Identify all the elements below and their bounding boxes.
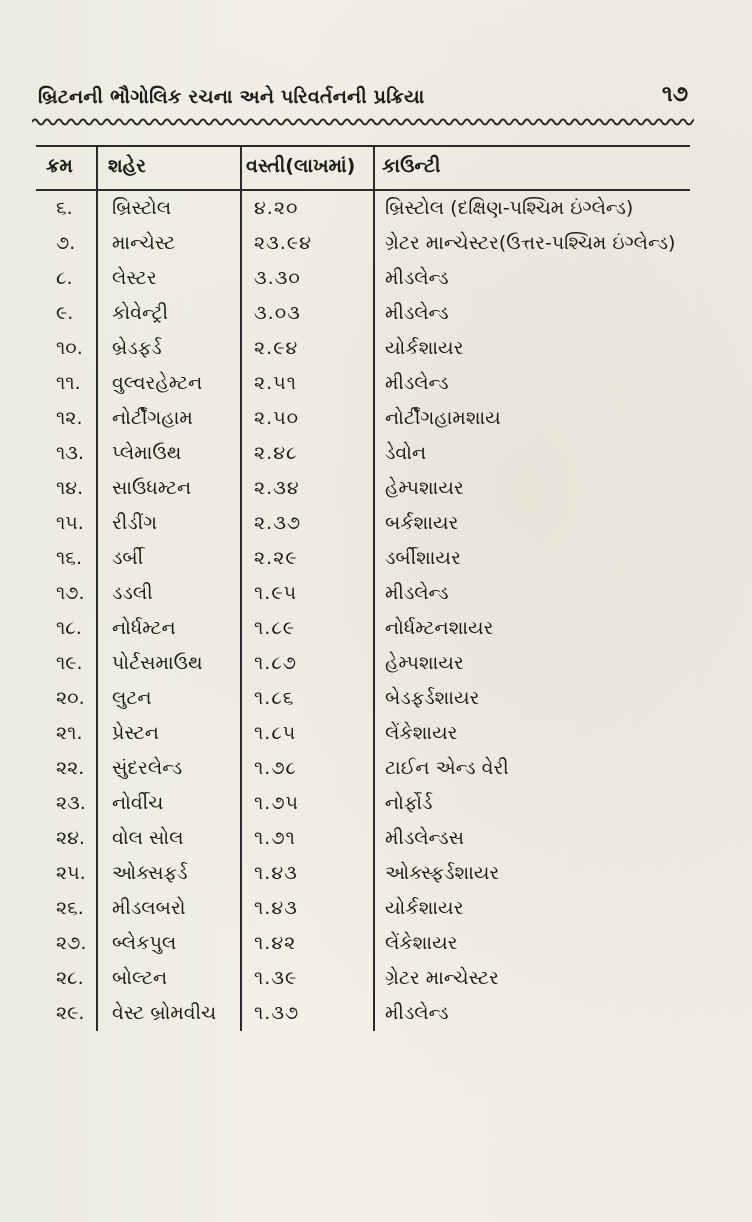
row-serial: ૯. — [56, 302, 74, 324]
table-row — [36, 576, 690, 611]
row-county: બેડફર્ડશાયર — [385, 687, 480, 709]
row-serial: ૨૬. — [56, 897, 84, 919]
table-row — [36, 506, 690, 541]
table-row — [36, 436, 690, 471]
row-population: ૧.૭૫ — [254, 792, 300, 814]
row-serial: ૮. — [56, 267, 73, 289]
row-serial: ૧૭. — [56, 582, 85, 604]
row-serial: ૨૪. — [56, 827, 85, 849]
row-population: ૩.૦૩ — [254, 302, 301, 324]
row-county: ગ્રેટર માન્ચેસ્ટર — [385, 967, 499, 989]
row-population: ૨.૨૯ — [254, 547, 298, 569]
table-row — [36, 961, 690, 996]
row-county: લેંકેશાયર — [385, 722, 458, 744]
row-serial: ૨૮. — [56, 967, 84, 989]
table-row — [36, 751, 690, 786]
row-serial: ૨૧. — [56, 722, 83, 744]
row-county: ડેવોન — [385, 442, 427, 464]
row-serial: ૨૭. — [56, 932, 87, 954]
row-serial: ૧૫. — [56, 512, 84, 534]
row-city: લુટન — [112, 687, 152, 709]
table-header — [36, 145, 690, 191]
table-row — [36, 996, 690, 1031]
row-population: ૧.૯૫ — [254, 582, 298, 604]
row-city: મીડલબરો — [112, 897, 186, 919]
header-population: વસ્તી(લાખમાં) — [246, 155, 356, 177]
row-population: ૨.૫૧ — [254, 372, 297, 394]
row-city: પોર્ટસમાઉથ — [112, 652, 203, 674]
row-serial: ૨૦. — [56, 687, 85, 709]
row-city: માન્ચેસ્ટ — [112, 232, 176, 254]
row-city: કોવેન્ટ્રી — [112, 302, 169, 324]
header-serial: ક્રમ — [46, 155, 73, 177]
table-row — [36, 401, 690, 436]
row-county: મીડલેન્ડ — [385, 582, 449, 604]
row-serial: ૧૮. — [56, 617, 82, 639]
row-population: ૩.૩૦ — [254, 267, 301, 289]
row-county: નોર્ધમ્ટનશાયર — [385, 617, 494, 639]
row-city: લેસ્ટર — [112, 267, 157, 289]
row-city: નોર્ટીંગહામ — [112, 407, 193, 429]
row-population: ૧.૪૨ — [254, 932, 297, 954]
row-county: બર્કશાયર — [385, 512, 459, 534]
table-row — [36, 926, 690, 961]
row-serial: ૭. — [56, 232, 76, 254]
table-row — [36, 786, 690, 821]
row-county: લેંકેશાયર — [385, 932, 458, 954]
row-population: ૨૩.૯૪ — [254, 232, 312, 254]
row-city: બ્રિસ્ટોલ — [112, 197, 172, 219]
row-city: ઓક્સફર્ડ — [112, 862, 188, 884]
row-population: ૧.૪૩ — [254, 862, 298, 884]
row-city: વોલ સોલ — [112, 827, 184, 849]
table-row — [36, 891, 690, 926]
table-row — [36, 541, 690, 576]
row-county: મીડલેન્ડ — [385, 1002, 449, 1024]
row-population: ૧.૩૭ — [254, 1002, 300, 1024]
chapter-title: બ્રિટનની ભૌગોલિક રચના અને પરિવર્તનની પ્રક્રિયા — [38, 86, 425, 108]
table-row — [36, 716, 690, 751]
row-population: ૧.૭૮ — [254, 757, 298, 779]
row-serial: ૧૯. — [56, 652, 83, 674]
header-city: શહેર — [108, 155, 146, 177]
row-city: પ્લેમાઉથ — [112, 442, 182, 464]
row-county: ઓક્સ્ફર્ડશાયર — [385, 862, 500, 884]
row-serial: ૨૩. — [56, 792, 86, 814]
row-population: ૧.૮૫ — [254, 722, 297, 744]
row-serial: ૬. — [56, 197, 73, 219]
row-serial: ૧૪. — [56, 477, 84, 499]
row-serial: ૧૦. — [56, 337, 83, 359]
table-row — [36, 261, 690, 296]
row-population: ૧.૩૯ — [254, 967, 298, 989]
table-row — [36, 611, 690, 646]
table-row — [36, 366, 690, 401]
row-county: હેમ્પશાયર — [385, 652, 464, 674]
row-city: સુંદરલેન્ડ — [112, 757, 183, 779]
row-county: ડર્બીશાયર — [385, 547, 461, 569]
row-serial: ૧૩. — [56, 442, 85, 464]
page-number: ૧૭ — [661, 82, 688, 107]
row-county: હેમ્પશાયર — [385, 477, 464, 499]
row-city: પ્રેસ્ટન — [112, 722, 159, 744]
row-population: ૧.૮૬ — [254, 687, 295, 709]
row-city: બ્લેકપુલ — [112, 932, 177, 954]
row-population: ૪.૨૦ — [254, 197, 299, 219]
row-city: બોલ્ટન — [112, 967, 168, 989]
table-row — [36, 226, 690, 261]
table-body — [36, 191, 690, 1031]
table-row — [36, 296, 690, 331]
table-row — [36, 471, 690, 506]
table-row — [36, 331, 690, 366]
row-county: નોર્ટીંગહામશાય — [385, 407, 501, 429]
row-population: ૨.૩૭ — [254, 512, 302, 534]
row-county: ગ્રેટર માન્ચેસ્ટર(ઉત્તર-પશ્ચિમ ઇંગ્લેન્ડ) — [385, 232, 676, 254]
row-population: ૨.૪૮ — [254, 442, 298, 464]
row-serial: ૨૫. — [56, 862, 86, 884]
row-county: યોર્કશાયર — [385, 897, 464, 919]
row-city: વુલ્વરહેમ્ટન — [112, 372, 203, 394]
row-serial: ૧૬. — [56, 547, 82, 569]
row-county: ટાઈન એન્ડ વેરી — [385, 757, 509, 779]
row-population: ૧.૮૭ — [254, 652, 298, 674]
row-city: નોર્ધમ્ટન — [112, 617, 176, 639]
row-city: નોર્વીચ — [112, 792, 164, 814]
table-row — [36, 646, 690, 681]
table-row — [36, 856, 690, 891]
row-city: ડડલી — [112, 582, 153, 604]
row-city: રીડીંગ — [112, 512, 157, 534]
row-serial: ૨૨. — [56, 757, 85, 779]
row-county: બ્રિસ્ટોલ (દક્ષિણ-પશ્ચિમ ઇંગ્લેન્ડ) — [385, 197, 634, 219]
row-county: મીડલેન્ડસ — [385, 827, 464, 849]
table-row — [36, 681, 690, 716]
decorative-wavy-rule — [32, 116, 694, 128]
row-county: નોર્ફોર્ડ — [385, 792, 433, 814]
table-row — [36, 191, 690, 226]
row-population: ૨.૯૪ — [254, 337, 299, 359]
row-county: મીડલેન્ડ — [385, 267, 449, 289]
row-population: ૨.૩૪ — [254, 477, 300, 499]
row-population: ૧.૮૯ — [254, 617, 296, 639]
table-row — [36, 821, 690, 856]
row-county: યોર્કશાયર — [385, 337, 464, 359]
running-header — [38, 82, 688, 114]
row-city: ડર્બી — [112, 547, 144, 569]
row-serial: ૧૧. — [56, 372, 81, 394]
row-population: ૧.૪૩ — [254, 897, 298, 919]
row-serial: ૧૨. — [56, 407, 83, 429]
city-population-table — [36, 145, 690, 1031]
row-city: બ્રેડફર્ડ — [112, 337, 162, 359]
row-population: ૨.૫૦ — [254, 407, 300, 429]
row-county: મીડલેન્ડ — [385, 302, 449, 324]
header-county: કાઉન્ટી — [382, 155, 441, 177]
row-county: મીડલેન્ડ — [385, 372, 449, 394]
row-population: ૧.૭૧ — [254, 827, 296, 849]
row-city: વેસ્ટ બ્રોમવીચ — [112, 1002, 217, 1024]
row-serial: ૨૯. — [56, 1002, 85, 1024]
row-city: સાઉધમ્ટન — [112, 477, 192, 499]
